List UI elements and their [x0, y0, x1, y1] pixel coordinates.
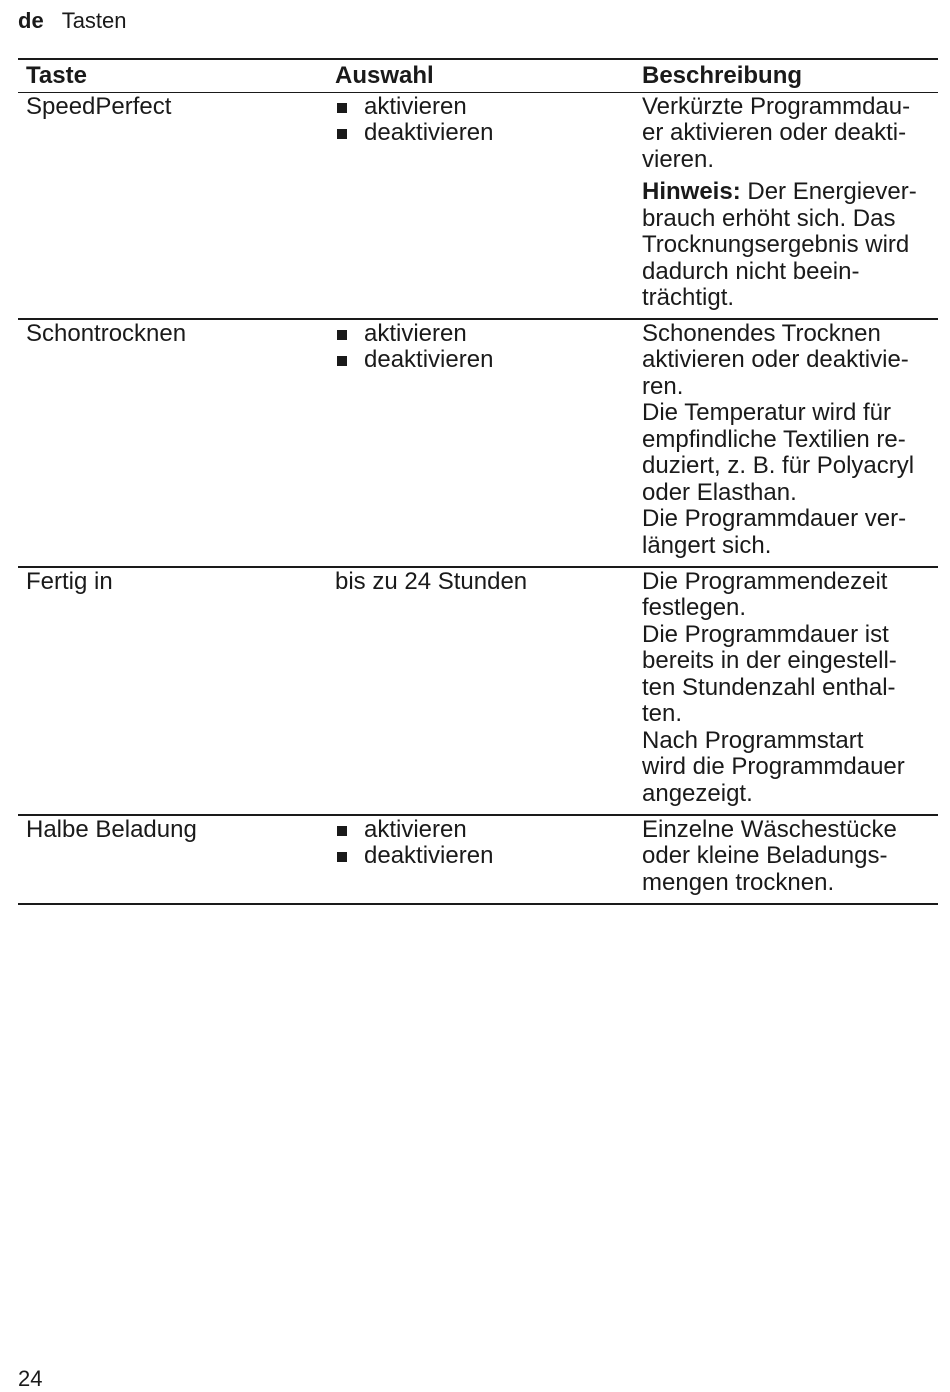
section-title: Tasten	[61, 8, 127, 33]
selection-text: bis zu 24 Stunden	[325, 568, 632, 814]
option-item: aktivieren	[335, 94, 624, 121]
description-cell	[632, 816, 938, 903]
button-name: Schontrocknen	[26, 319, 187, 347]
button-name: SpeedPerfect	[26, 92, 172, 120]
option-item: aktivieren	[335, 817, 624, 844]
column-header-auswahl: Auswahl	[325, 60, 632, 92]
option-item: deaktivieren	[335, 347, 624, 374]
description-text: Nach Programmstart wird die Programmdauer angezeigt.	[642, 726, 905, 807]
option-item: deaktivieren	[335, 120, 624, 147]
option-item: aktivieren	[335, 321, 624, 348]
description-text: Die Programmdauer ist bereits in der eingestell- ten Stundenzahl enthal- ten.	[642, 620, 897, 727]
description-text: Die Programmdauer ver- längert sich.	[642, 505, 907, 559]
page-number: 24	[18, 1366, 43, 1391]
buttons-table	[18, 58, 938, 905]
column-header-taste: Taste	[26, 62, 87, 89]
option-item: deaktivieren	[335, 843, 624, 870]
description-text: Die Programmendezeit festlegen.	[642, 567, 888, 621]
options-list	[335, 817, 624, 870]
description-text: Schonendes Trocknen aktivieren oder deaktivie- ren.	[642, 319, 909, 400]
description-cell	[632, 93, 938, 318]
note-label: Hinweis:	[642, 178, 741, 205]
description-text: Die Temperatur wird für empfindliche Textilien re- duziert, z. B. für Polyacryl oder Elasthan.	[642, 399, 915, 506]
note-paragraph	[642, 179, 936, 312]
note-text: Der Energiever- brauch erhöht sich. Das Trocknungsergebnis wird dadurch nicht beein- trächtigt.	[642, 178, 917, 311]
selection-cell	[325, 93, 632, 318]
table-row	[18, 93, 938, 320]
description-cell	[632, 320, 938, 566]
button-name: Fertig in	[26, 567, 113, 595]
button-name: Halbe Beladung	[26, 815, 197, 843]
description-text: Verkürzte Programmdau- er aktivieren oder deakti- vieren.	[642, 92, 911, 173]
options-list	[335, 321, 624, 374]
selection-cell	[325, 816, 632, 903]
table-row	[18, 320, 938, 568]
table-header-row	[18, 58, 938, 93]
table-row	[18, 816, 938, 905]
page-header	[18, 8, 127, 34]
description-text: Einzelne Wäschestücke oder kleine Beladungs- mengen trocknen.	[642, 815, 897, 896]
table-row	[18, 568, 938, 816]
description-cell	[632, 568, 938, 814]
column-header-beschreibung: Beschreibung	[632, 60, 938, 92]
selection-cell	[325, 320, 632, 566]
options-list	[335, 94, 624, 147]
language-code: de	[18, 8, 44, 33]
